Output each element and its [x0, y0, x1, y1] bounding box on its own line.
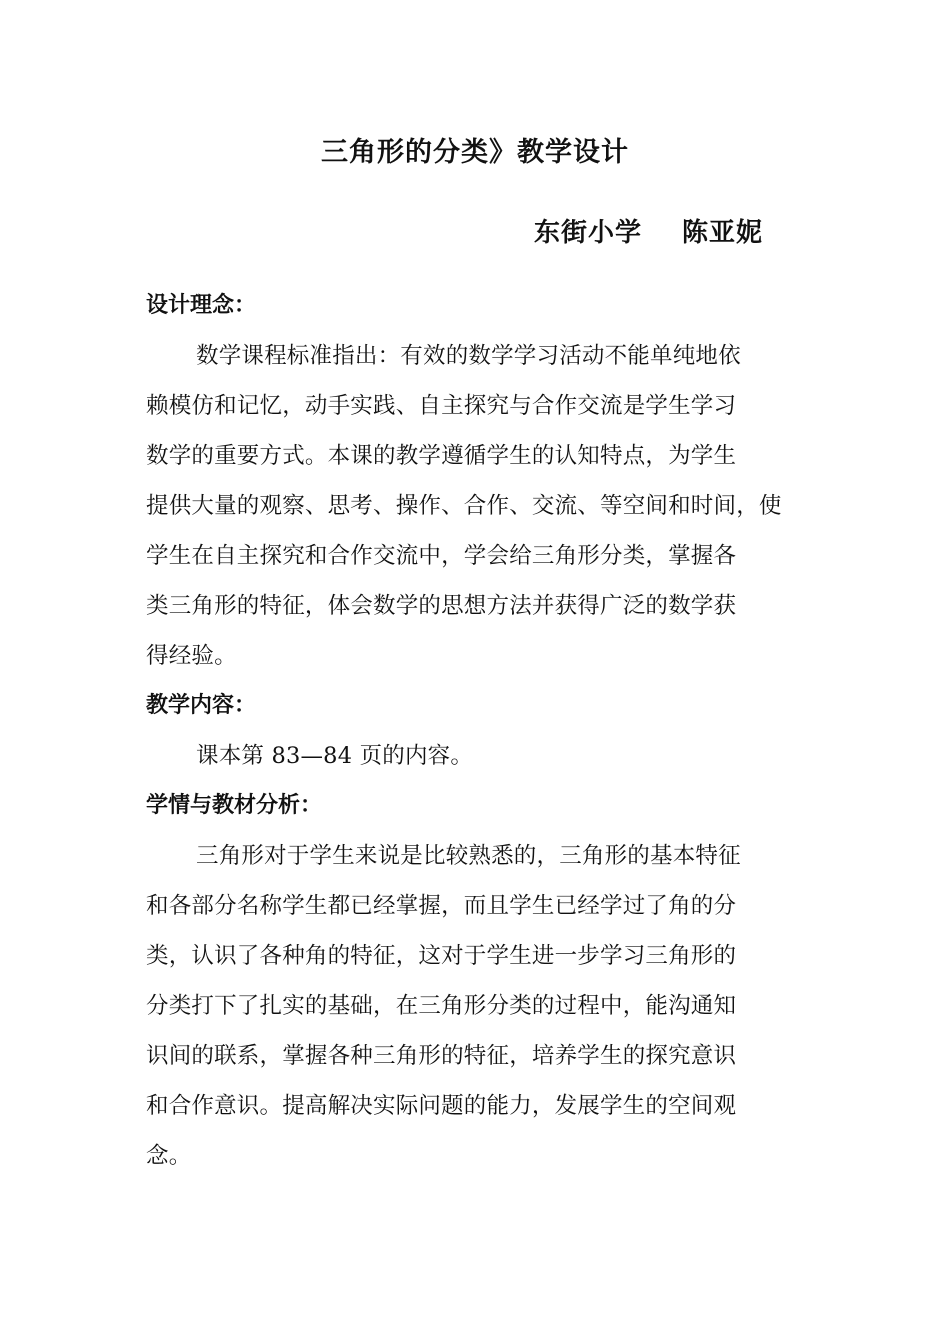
paragraph-line: 类，认识了各种角的特征，这对于学生进一步学习三角形的 — [146, 943, 737, 969]
section-heading-design-concept: 设计理念： — [146, 293, 257, 318]
paragraph-line: 数学的重要方式。本课的教学遵循学生的认知特点，为学生 — [146, 443, 737, 469]
paragraph-line: 赖模仿和记忆，动手实践、自主探究与合作交流是学生学习 — [146, 393, 737, 419]
paragraph-line: 分类打下了扎实的基础，在三角形分类的过程中，能沟通知 — [146, 993, 737, 1019]
paragraph-line: 和合作意识。提高解决实际问题的能力，发展学生的空间观 — [146, 1093, 737, 1119]
document-title: 三角形的分类》教学设计 — [321, 137, 629, 168]
paragraph-line: 识间的联系，掌握各种三角形的特征，培养学生的探究意识 — [146, 1043, 737, 1069]
paragraph-line: 和各部分名称学生都已经掌握，而且学生已经学过了角的分 — [146, 893, 737, 919]
paragraph-line: 数学课程标准指出：有效的数学学习活动不能单纯地依 — [196, 343, 741, 369]
section-heading-analysis: 学情与教材分析： — [146, 793, 323, 818]
paragraph-line: 三角形对于学生来说是比较熟悉的，三角形的基本特征 — [196, 843, 741, 869]
author-line — [534, 212, 763, 249]
author-name: 陈亚妮 — [682, 218, 764, 248]
paragraph-line: 提供大量的观察、思考、操作、合作、交流、等空间和时间，使 — [146, 493, 782, 519]
section-heading-teaching-content: 教学内容： — [146, 693, 257, 718]
paragraph-line: 类三角形的特征，体会数学的思想方法并获得广泛的数学获 — [146, 593, 737, 619]
school-name: 东街小学 — [534, 218, 643, 248]
paragraph-line: 学生在自主探究和合作交流中，学会给三角形分类，掌握各 — [146, 543, 737, 569]
paragraph-line: 得经验。 — [146, 643, 237, 669]
paragraph-line: 念。 — [146, 1143, 192, 1169]
paragraph-line: 课本第 83—84 页的内容。 — [196, 743, 474, 769]
